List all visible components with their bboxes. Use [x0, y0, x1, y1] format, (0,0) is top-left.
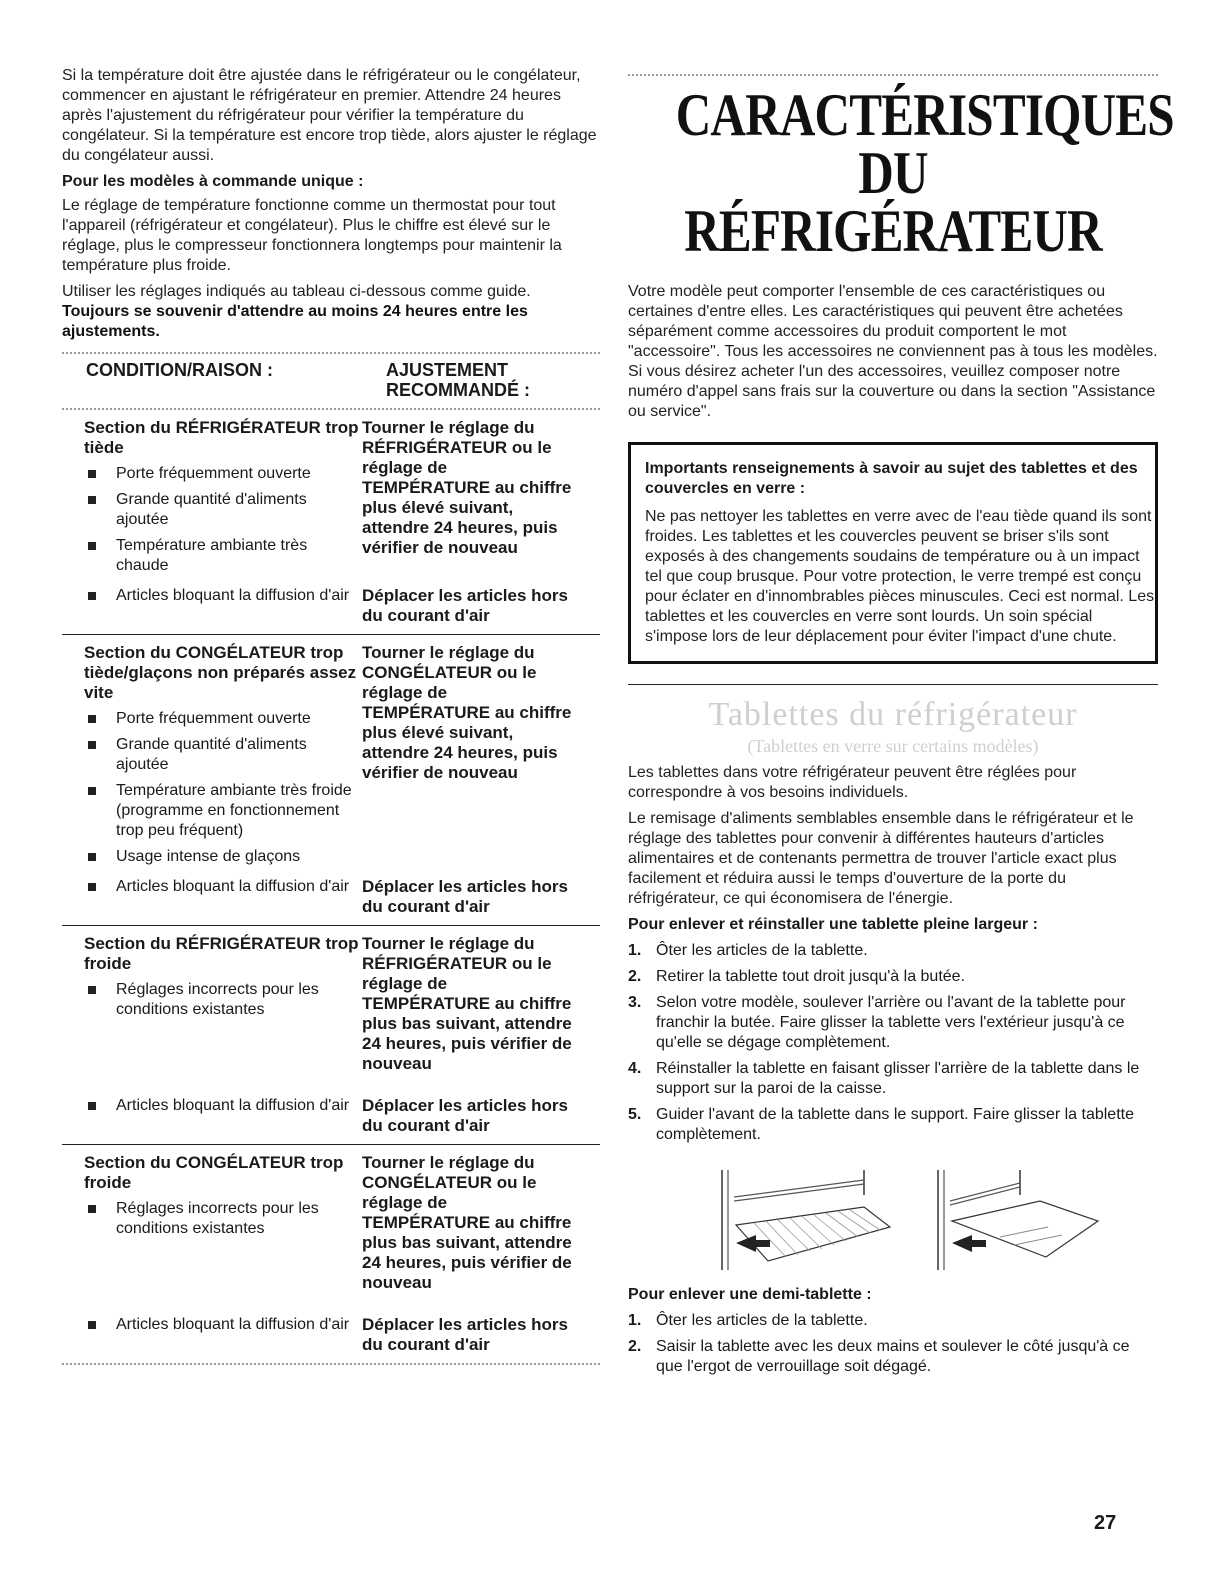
intro-paragraph: Si la température doit être ajustée dans le réfrigérateur ou le congélateur, commencer en ajustant le réfrigérateur en premier. Attendre 24 heures après l'ajustement du réfrigérateur pour vérifier la température du congélateur. Si la température est encore trop tiède, alors ajuster le réglage du congélateur aussi. — [62, 67, 597, 164]
bullet-item: Grande quantité d'aliments ajoutée — [84, 735, 362, 775]
bullet-square-icon — [88, 1321, 96, 1329]
right-column — [628, 66, 1174, 1377]
warning-text: Ne pas nettoyer les tablettes en verre avec de l'eau tiède quand ils sont froides. Les tablettes et les couvercles peuvent se briser s'ils sont exposés à des changements soudains de température ou à un impact tel que coup brusque. Pour votre protection, le verre trempé est conçu pour éclater en d'innombrables pièces minuscules. Ceci est normal. Les tablettes et les couvercles en verre sont lourds. Un soin spécial s'impose lors de leur déplacement pour éviter l'impact d'une chute. — [645, 508, 1155, 645]
title-line-1: CARACTÉRISTIQUES DU — [675, 82, 1174, 206]
half-shelf-steps — [628, 1311, 1158, 1377]
bullet-square-icon — [88, 592, 96, 600]
step-item: 3. Selon votre modèle, soulever l'arrière ou l'avant de la tablette pour franchir la butée. Faire glisser la tablette vers l'extérieur jusqu'à ce qu'elle se dégage complètement. — [628, 994, 1126, 1051]
full-shelf-steps — [628, 941, 1158, 1145]
bullet-item: Articles bloquant la diffusion d'air — [84, 586, 362, 606]
bullet-square-icon — [88, 787, 96, 795]
section-title: Section du RÉFRIGÉRATEUR trop froide — [84, 934, 359, 973]
bullet-square-icon — [88, 1205, 96, 1213]
glass-shelf-illustration — [930, 1165, 1108, 1275]
adjustment-text: Tourner le réglage du CONGÉLATEUR ou le réglage de TEMPÉRATURE au chiffre plus élevé suivant, attendre 24 heures, puis vérifier de nouveau — [362, 643, 572, 782]
bullet-item: Grande quantité d'aliments ajoutée — [84, 490, 362, 530]
step-item: 2. Retirer la tablette tout droit jusqu'à la butée. — [628, 968, 966, 985]
step-item: 1. Ôter les articles de la tablette. — [628, 942, 868, 959]
table-row-airflow — [62, 877, 600, 917]
section-title: Section du RÉFRIGÉRATEUR trop tiède — [84, 418, 359, 457]
bullet-square-icon — [88, 496, 96, 504]
bullet-item: Porte fréquemment ouverte — [84, 709, 362, 729]
glass-warning-box — [628, 442, 1158, 664]
bullet-item: Température ambiante très chaude — [84, 536, 362, 576]
left-column — [62, 66, 600, 1365]
bullet-square-icon — [88, 715, 96, 723]
wire-shelf-illustration — [714, 1165, 892, 1275]
table-section-1 — [62, 410, 600, 576]
header-condition: CONDITION/RAISON : — [86, 360, 273, 380]
table-row-airflow — [62, 1315, 600, 1355]
table-top-rule — [62, 352, 600, 354]
bullet-item: Température ambiante très froide (programme en fonctionnement trop peu fréquent) — [84, 781, 362, 841]
shelf-illustrations — [714, 1165, 1158, 1275]
shelves-section-subtitle: (Tablettes en verre sur certains modèles) — [747, 736, 1039, 756]
guide-paragraph — [62, 282, 600, 342]
bullet-square-icon — [88, 883, 96, 891]
table-section-3 — [62, 926, 600, 1074]
shelves-paragraph-1: Les tablettes dans votre réfrigérateur peuvent être réglées pour correspondre à vos besoins individuels. — [628, 764, 1077, 801]
shelves-paragraph-2: Le remisage d'aliments semblables ensemble dans le réfrigérateur et le réglage des tablettes pour convenir à différentes hauteurs d'articles alimentaires et de contenants permettra de trouver l'article exact plus facilement et réduira aussi le temps d'ouverture de la porte du réfrigérateur, ce qui économisera de l'énergie. — [628, 810, 1134, 907]
bullet-square-icon — [88, 853, 96, 861]
adjustment-text: Tourner le réglage du RÉFRIGÉRATEUR ou le réglage de TEMPÉRATURE au chiffre plus élevé suivant, attendre 24 heures, puis vérifier de nouveau — [362, 418, 572, 557]
bullet-item: Articles bloquant la diffusion d'air — [84, 877, 362, 897]
step-item: 5. Guider l'avant de la tablette dans le support. Faire glisser la tablette complètement. — [628, 1106, 1134, 1143]
bullet-item: Réglages incorrects pour les conditions existantes — [84, 980, 362, 1020]
single-control-paragraph: Le réglage de température fonctionne comme un thermostat pour tout l'appareil (réfrigérateur et congélateur). Plus le chiffre est élevé sur le réglage, plus le compresseur fonctionnera longtemps pour maintenir la température plus froide. — [62, 197, 562, 274]
table-row-airflow — [62, 1096, 600, 1136]
adjustment-text: Tourner le réglage du RÉFRIGÉRATEUR ou le réglage de TEMPÉRATURE au chiffre plus bas suivant, attendre 24 heures, puis vérifier de nouveau — [362, 934, 572, 1073]
adjustment-text: Déplacer les articles hors du courant d'air — [362, 1315, 569, 1354]
step-item: 1. Ôter les articles de la tablette. — [628, 1312, 868, 1329]
bullet-item: Articles bloquant la diffusion d'air — [84, 1315, 362, 1335]
guide-bold-text: Toujours se souvenir d'attendre au moins 24 heures entre les ajustements. — [62, 303, 528, 340]
section-title: Section du CONGÉLATEUR trop froide — [84, 1153, 344, 1192]
title-line-2: RÉFRIGÉRATEUR — [684, 198, 1102, 264]
half-shelf-heading: Pour enlever une demi-tablette : — [628, 1286, 872, 1303]
bullet-square-icon — [88, 986, 96, 994]
section-rule — [628, 684, 1158, 685]
table-bottom-rule — [62, 1363, 600, 1365]
table-row-airflow — [62, 586, 600, 626]
warning-heading: Importants renseignements à savoir au sujet des tablettes et des couvercles en verre : — [645, 460, 1138, 497]
table-section-2 — [62, 635, 600, 867]
adjustment-text: Tourner le réglage du CONGÉLATEUR ou le réglage de TEMPÉRATURE au chiffre plus bas suivant, attendre 24 heures, puis vérifier de nouveau — [362, 1153, 572, 1292]
single-control-heading: Pour les modèles à commande unique : — [62, 173, 364, 190]
full-shelf-heading: Pour enlever et réinstaller une tablette pleine largeur : — [628, 916, 1038, 933]
page-title — [675, 82, 1174, 264]
header-adjustment: AJUSTEMENT RECOMMANDÉ : — [386, 360, 530, 400]
bullet-item: Porte fréquemment ouverte — [84, 464, 362, 484]
guide-text: Utiliser les réglages indiqués au tableau ci-dessous comme guide. — [62, 283, 531, 300]
adjustment-text: Déplacer les articles hors du courant d'air — [362, 877, 569, 916]
features-intro: Votre modèle peut comporter l'ensemble de ces caractéristiques ou certaines d'entre elles. Les caractéristiques qui peuvent être achetées séparément comme accessoires du produit comportent le mot "accessoire". Tous les accessoires ne conviennent pas à tous les modèles. Si vous désirez acheter l'un des accessoires, veuillez composer notre numéro d'appel sans frais sur la couverture ou dans la section "Assistance ou service". — [628, 283, 1158, 420]
bullet-square-icon — [88, 1102, 96, 1110]
section-title: Section du CONGÉLATEUR trop tiède/glaçons non préparés assez vite — [84, 643, 357, 702]
page-number: 27 — [1094, 1512, 1117, 1534]
title-top-rule — [628, 74, 1158, 76]
adjustment-text: Déplacer les articles hors du courant d'air — [362, 586, 569, 625]
bullet-square-icon — [88, 470, 96, 478]
step-item: 4. Réinstaller la tablette en faisant glisser l'arrière de la tablette dans le support sur la paroi de la caisse. — [628, 1060, 1140, 1097]
bullet-square-icon — [88, 741, 96, 749]
bullet-item: Réglages incorrects pour les conditions existantes — [84, 1199, 362, 1239]
bullet-item: Articles bloquant la diffusion d'air — [84, 1096, 362, 1116]
bullet-square-icon — [88, 542, 96, 550]
step-item: 2. Saisir la tablette avec les deux mains et soulever le côté jusqu'à ce que l'ergot de verrouillage soit dégagé. — [628, 1338, 1130, 1375]
shelves-section-title: Tablettes du réfrigérateur — [708, 696, 1078, 733]
bullet-item: Usage intense de glaçons — [84, 847, 362, 867]
table-header — [62, 360, 600, 400]
table-section-4 — [62, 1145, 600, 1293]
adjustment-text: Déplacer les articles hors du courant d'air — [362, 1096, 569, 1135]
